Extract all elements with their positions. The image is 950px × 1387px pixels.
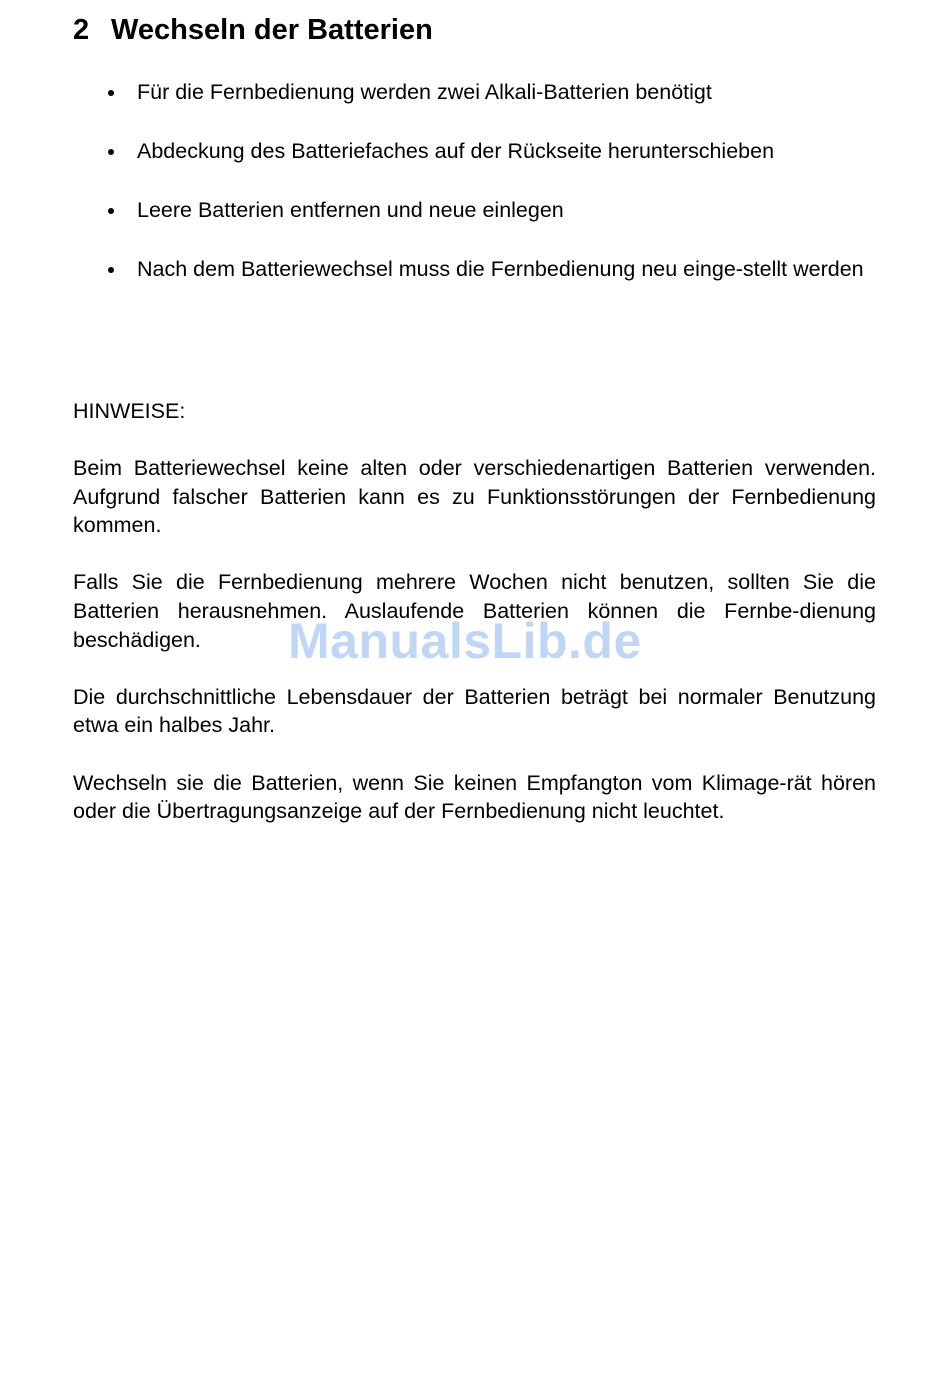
note-paragraph: Die durchschnittliche Lebensdauer der Batterien beträgt bei normaler Benutzung etwa ein halbes Jahr. (73, 684, 876, 738)
instruction-list (73, 78, 876, 314)
notes-heading: HINWEISE: (73, 399, 186, 423)
section-title: Wechseln der Batterien (111, 14, 433, 46)
list-item (73, 255, 876, 284)
list-item (73, 137, 876, 166)
bullet-icon (108, 149, 114, 155)
list-item-text: Für die Fernbedienung werden zwei Alkali-Batterien benötigt (137, 80, 712, 104)
watermark-logo: ManualsLib.de (288, 613, 642, 669)
list-item-text: Abdeckung des Batteriefaches auf der Rückseite herunterschieben (137, 139, 775, 163)
bullet-icon (108, 267, 114, 273)
note-paragraph: Wechseln sie die Batterien, wenn Sie keinen Empfangton vom Klimage-rät hören oder die Übertragungsanzeige auf der Fernbedienung nicht leuchtet. (73, 770, 876, 824)
section-heading (73, 12, 433, 48)
bullet-icon (108, 208, 114, 214)
list-item (73, 196, 876, 225)
list-item-text: Nach dem Batteriewechsel muss die Fernbedienung neu einge-stellt werden (137, 257, 864, 281)
note-paragraph: Falls Sie die Fernbedienung mehrere Wochen nicht benutzen, sollten Sie die Batterien herausnehmen. Auslaufende Batterien können die Fernbe-dienung beschädigen. (73, 570, 876, 652)
note-paragraph: Beim Batteriewechsel keine alten oder verschiedenartigen Batterien verwenden. Aufgrund falscher Batterien kann es zu Funktionsstörungen der Fernbedienung kommen. (73, 456, 876, 538)
bullet-icon (108, 90, 114, 96)
list-item (73, 78, 876, 107)
section-number: 2 (73, 14, 90, 46)
list-item-text: Leere Batterien entfernen und neue einlegen (137, 198, 564, 222)
